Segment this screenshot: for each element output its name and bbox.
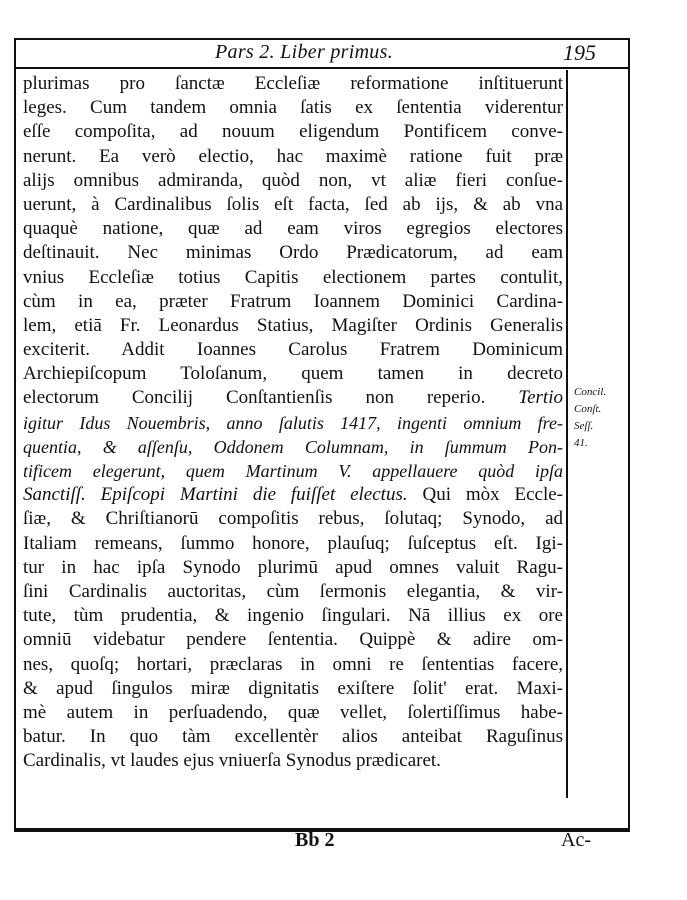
header-rule — [14, 67, 628, 69]
text-line: Archiepiſcopum Toloſanum, quem tamen in decreto — [23, 363, 563, 385]
margin-note-line: Conſt. — [574, 403, 602, 415]
text-line: Cardinalis, vt laudes ejus vniuerſa Synodus prædicaret. — [23, 750, 441, 772]
text-line-mixed — [23, 386, 563, 410]
text-line: omniū videbatur pendere ſententia. Quippè & adire om- — [23, 629, 563, 651]
body-text — [23, 72, 563, 773]
italic-line: igitur Idus Nouembris, anno ſalutis 1417, ingenti omnium fre- — [23, 412, 563, 433]
italic-segment: Sanctiſſ. Epiſcopi Martini die fuiſſet electus. — [23, 484, 408, 506]
text-line: mè autem in perſuadendo, quæ vellet, ſolertiſſimus habe- — [23, 701, 563, 723]
margin-note-line: Concil. — [574, 386, 607, 398]
text-line: tur in hac ipſa Synodo plurimū apud omnes valuit Ragu- — [23, 556, 563, 578]
text-line: Italiam remeans, ſummo honore, plauſuq; ſuſceptus eſt. Igi- — [23, 532, 563, 554]
catchword: Ac- — [561, 829, 591, 851]
text-line: leges. Cum tandem omnia ſatis ex ſententia viderentur — [23, 97, 563, 119]
text-line: cùm in ea, præter Fratrum Ioannem Dominici Cardina- — [23, 290, 563, 312]
italic-line: tificem elegerunt, quem Martinum V. appellauere quòd ipſa — [23, 461, 563, 481]
text-line: tute, tùm prudentia, & ingenio ſingulari. Nā illius ex ore — [23, 605, 563, 627]
text-line: nes, quoſq; hortari, præclaras in omni re ſententias facere, — [23, 653, 563, 675]
page-number: 195 — [563, 40, 596, 65]
text-line: eſſe compoſita, ad nouum eligendum Pontificem conve- — [23, 121, 563, 143]
text-line: exciterit. Addit Ioannes Carolus Fratrem Dominicum — [23, 339, 563, 361]
margin-note — [574, 384, 644, 452]
signature-mark: Bb 2 — [295, 829, 335, 851]
margin-column-rule — [566, 70, 568, 798]
text-line: ſini Cardinalis auctoritas, cùm ſermonis elegantia, & vir- — [23, 580, 563, 602]
running-title: Pars 2. Liber primus. — [215, 41, 393, 63]
text-line: batur. In quo tàm excellentèr alios anteibat Raguſinus — [23, 726, 563, 748]
text-line: vnius Eccleſiæ totius Capitis electionem partes contulit, — [23, 266, 563, 288]
text-line: & apud ſingulos miræ dignitatis exiſtere ſolit' erat. Maxi- — [23, 677, 563, 699]
text-line: quaquè natione, quæ ad eam viros egregios electores — [23, 218, 563, 240]
text-line: lem, etiā Fr. Leonardus Statius, Magiſter Ordinis Generalis — [23, 314, 563, 336]
text-line: alijs omnibus admiranda, quòd non, vt aliæ fieri conſue- — [23, 169, 563, 191]
italic-segment: Tertio — [518, 387, 563, 409]
text-line: ſiæ, & Chriſtianorū compoſitis rebus, ſolutaq; Synodo, ad — [23, 508, 563, 530]
text-line: uerunt, à Cardinalibus ſolis eſt facta, ſed ab ijs, & ab vna — [23, 193, 563, 215]
text-line: plurimas pro ſanctæ Eccleſiæ reformatione inſtituerunt — [23, 73, 563, 94]
text-line: deſtinauit. Nec minimas Ordo Prædicatorum, ad eam — [23, 242, 563, 264]
text-line-mixed — [23, 483, 563, 507]
margin-note-line: Seſſ. — [574, 420, 594, 432]
italic-line: quentia, & aſſenſu, Oddonem Columnam, in ſummum Pon- — [23, 436, 563, 457]
margin-note-line: 41. — [574, 437, 588, 449]
text-segment: Qui mòx Eccle- — [422, 484, 563, 506]
text-line: nerunt. Ea verò electio, hac maximè ratione fuit præ — [23, 145, 563, 167]
text-segment: electorum Concilij Conſtantienſis non reperio. — [23, 387, 486, 409]
